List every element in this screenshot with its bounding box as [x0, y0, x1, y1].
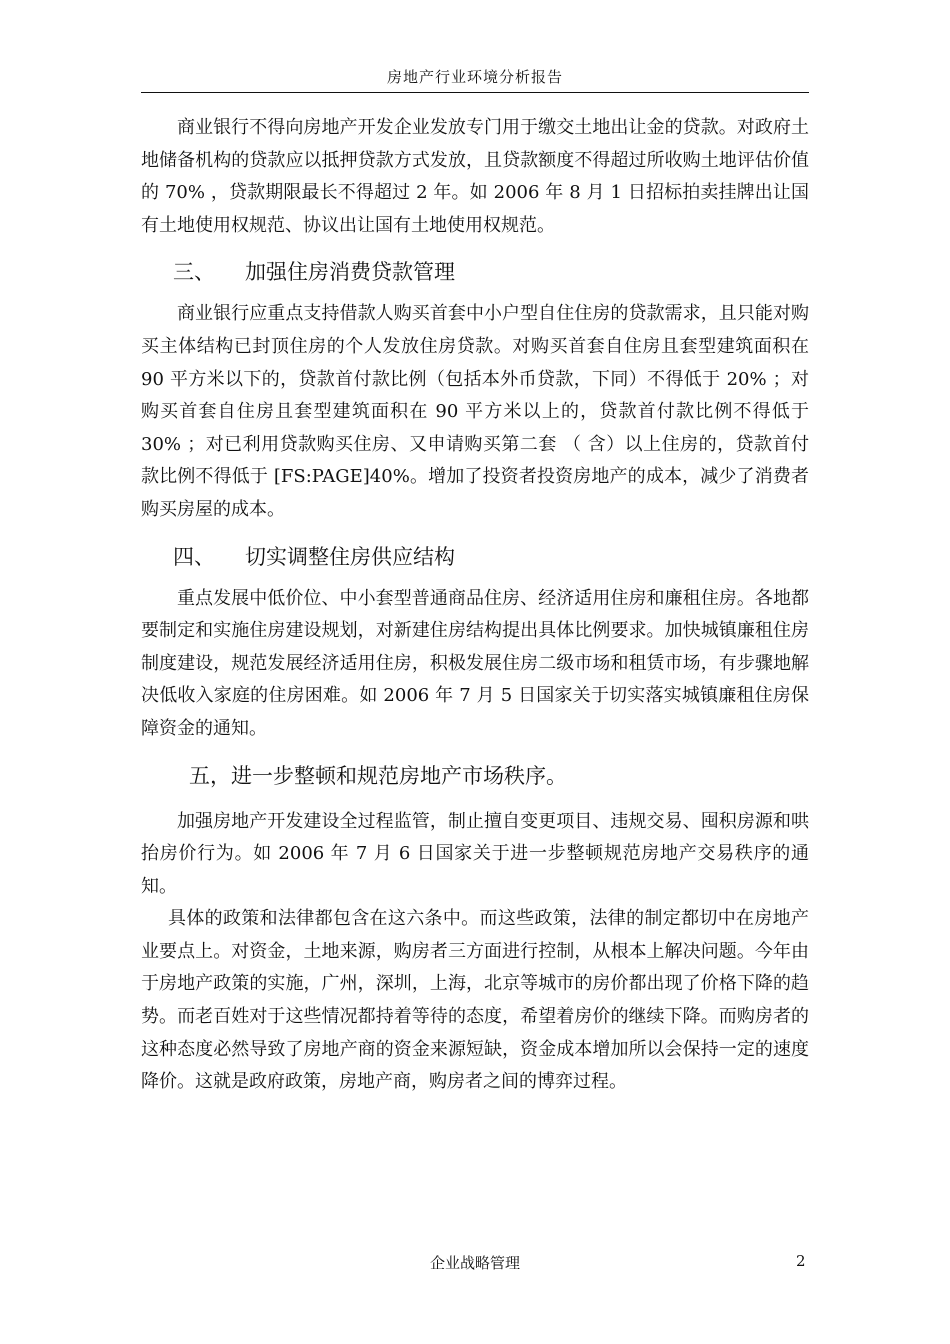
section-number-3: 三、 [173, 260, 215, 285]
header-divider [141, 92, 809, 93]
page-header-title: 房地产行业环境分析报告 [386, 68, 563, 86]
section-title-4: 切实调整住房供应结构 [245, 544, 455, 569]
section-heading-5: 五，进一步整顿和规范房地产市场秩序。 [189, 763, 567, 788]
document-body [141, 112, 809, 1099]
section-heading-4 [141, 531, 809, 583]
section-heading-3 [141, 246, 809, 298]
section-number-4: 四、 [173, 544, 215, 569]
paragraph-land-loans: 商业银行不得向房地产开发企业发放专门用于缴交土地出让金的贷款。对政府土地储备机构的贷款应以抵押贷款方式发放，且贷款额度不得超过所收购土地评估价值的 70% ，贷款期限最长不得超过 2 年。如 2006 年 8 月 1 日招标拍卖挂牌出让国有土地使用权规范、协议出让国有土地使用权规范。 [141, 117, 809, 236]
paragraph-housing-supply: 重点发展中低价位、中小套型普通商品住房、经济适用住房和廉租住房。各地都要制定和实施住房建设规划，对新建住房结构提出具体比例要求。加快城镇廉租住房制度建设，规范发展经济适用住房，积极发展住房二级市场和租赁市场，有步骤地解决低收入家庭的住房困难。如 2006 年 7 月 5 日国家关于切实落实城镇廉租住房保障资金的通知。 [141, 587, 809, 739]
paragraph-market-order: 加强房地产开发建设全过程监管，制止擅自变更项目、违规交易、囤积房源和哄抬房价行为。如 2006 年 7 月 6 日国家关于进一步整顿规范房地产交易秩序的通知。 [141, 810, 809, 897]
page-footer-title: 企业战略管理 [429, 1254, 520, 1272]
section-title-3: 加强住房消费贷款管理 [245, 260, 455, 285]
page-number: 2 [796, 1252, 806, 1270]
paragraph-consumer-loans: 商业银行应重点支持借款人购买首套中小户型自住住房的贷款需求，且只能对购买主体结构已封顶住房的个人发放住房贷款。对购买首套自住房且套型建筑面积在 90 平方米以下的，贷款首付款比例（包括本外币贷款，下同）不得低于 20% ；对购买首套自住房且套型建筑面积在 90 平方米以上的，贷款首付款比例不得低于 30% ；对已利用贷款购买住房、又申请购买第二套 （ 含）以上住房的，贷款首付款比例不得低于 [FS:PAGE]40%。增加了投资者投资房地产的成本，减少了消费者购买房屋的成本。 [141, 303, 809, 520]
paragraph-policy-summary: 具体的政策和法律都包含在这六条中。而这些政策，法律的制定都切中在房地产业要点上。对资金，土地来源，购房者三方面进行控制，从根本上解决问题。今年由于房地产政策的实施，广州，深圳，上海，北京等城市的房价都出现了价格下降的趋势。而老百姓对于这些情况都持着等待的态度，希望着房价的继续下降。而购房者的这种态度必然导致了房地产商的资金来源短缺，资金成本增加所以会保持一定的速度降价。这就是政府政策，房地产商，购房者之间的博弈过程。 [141, 908, 809, 1093]
